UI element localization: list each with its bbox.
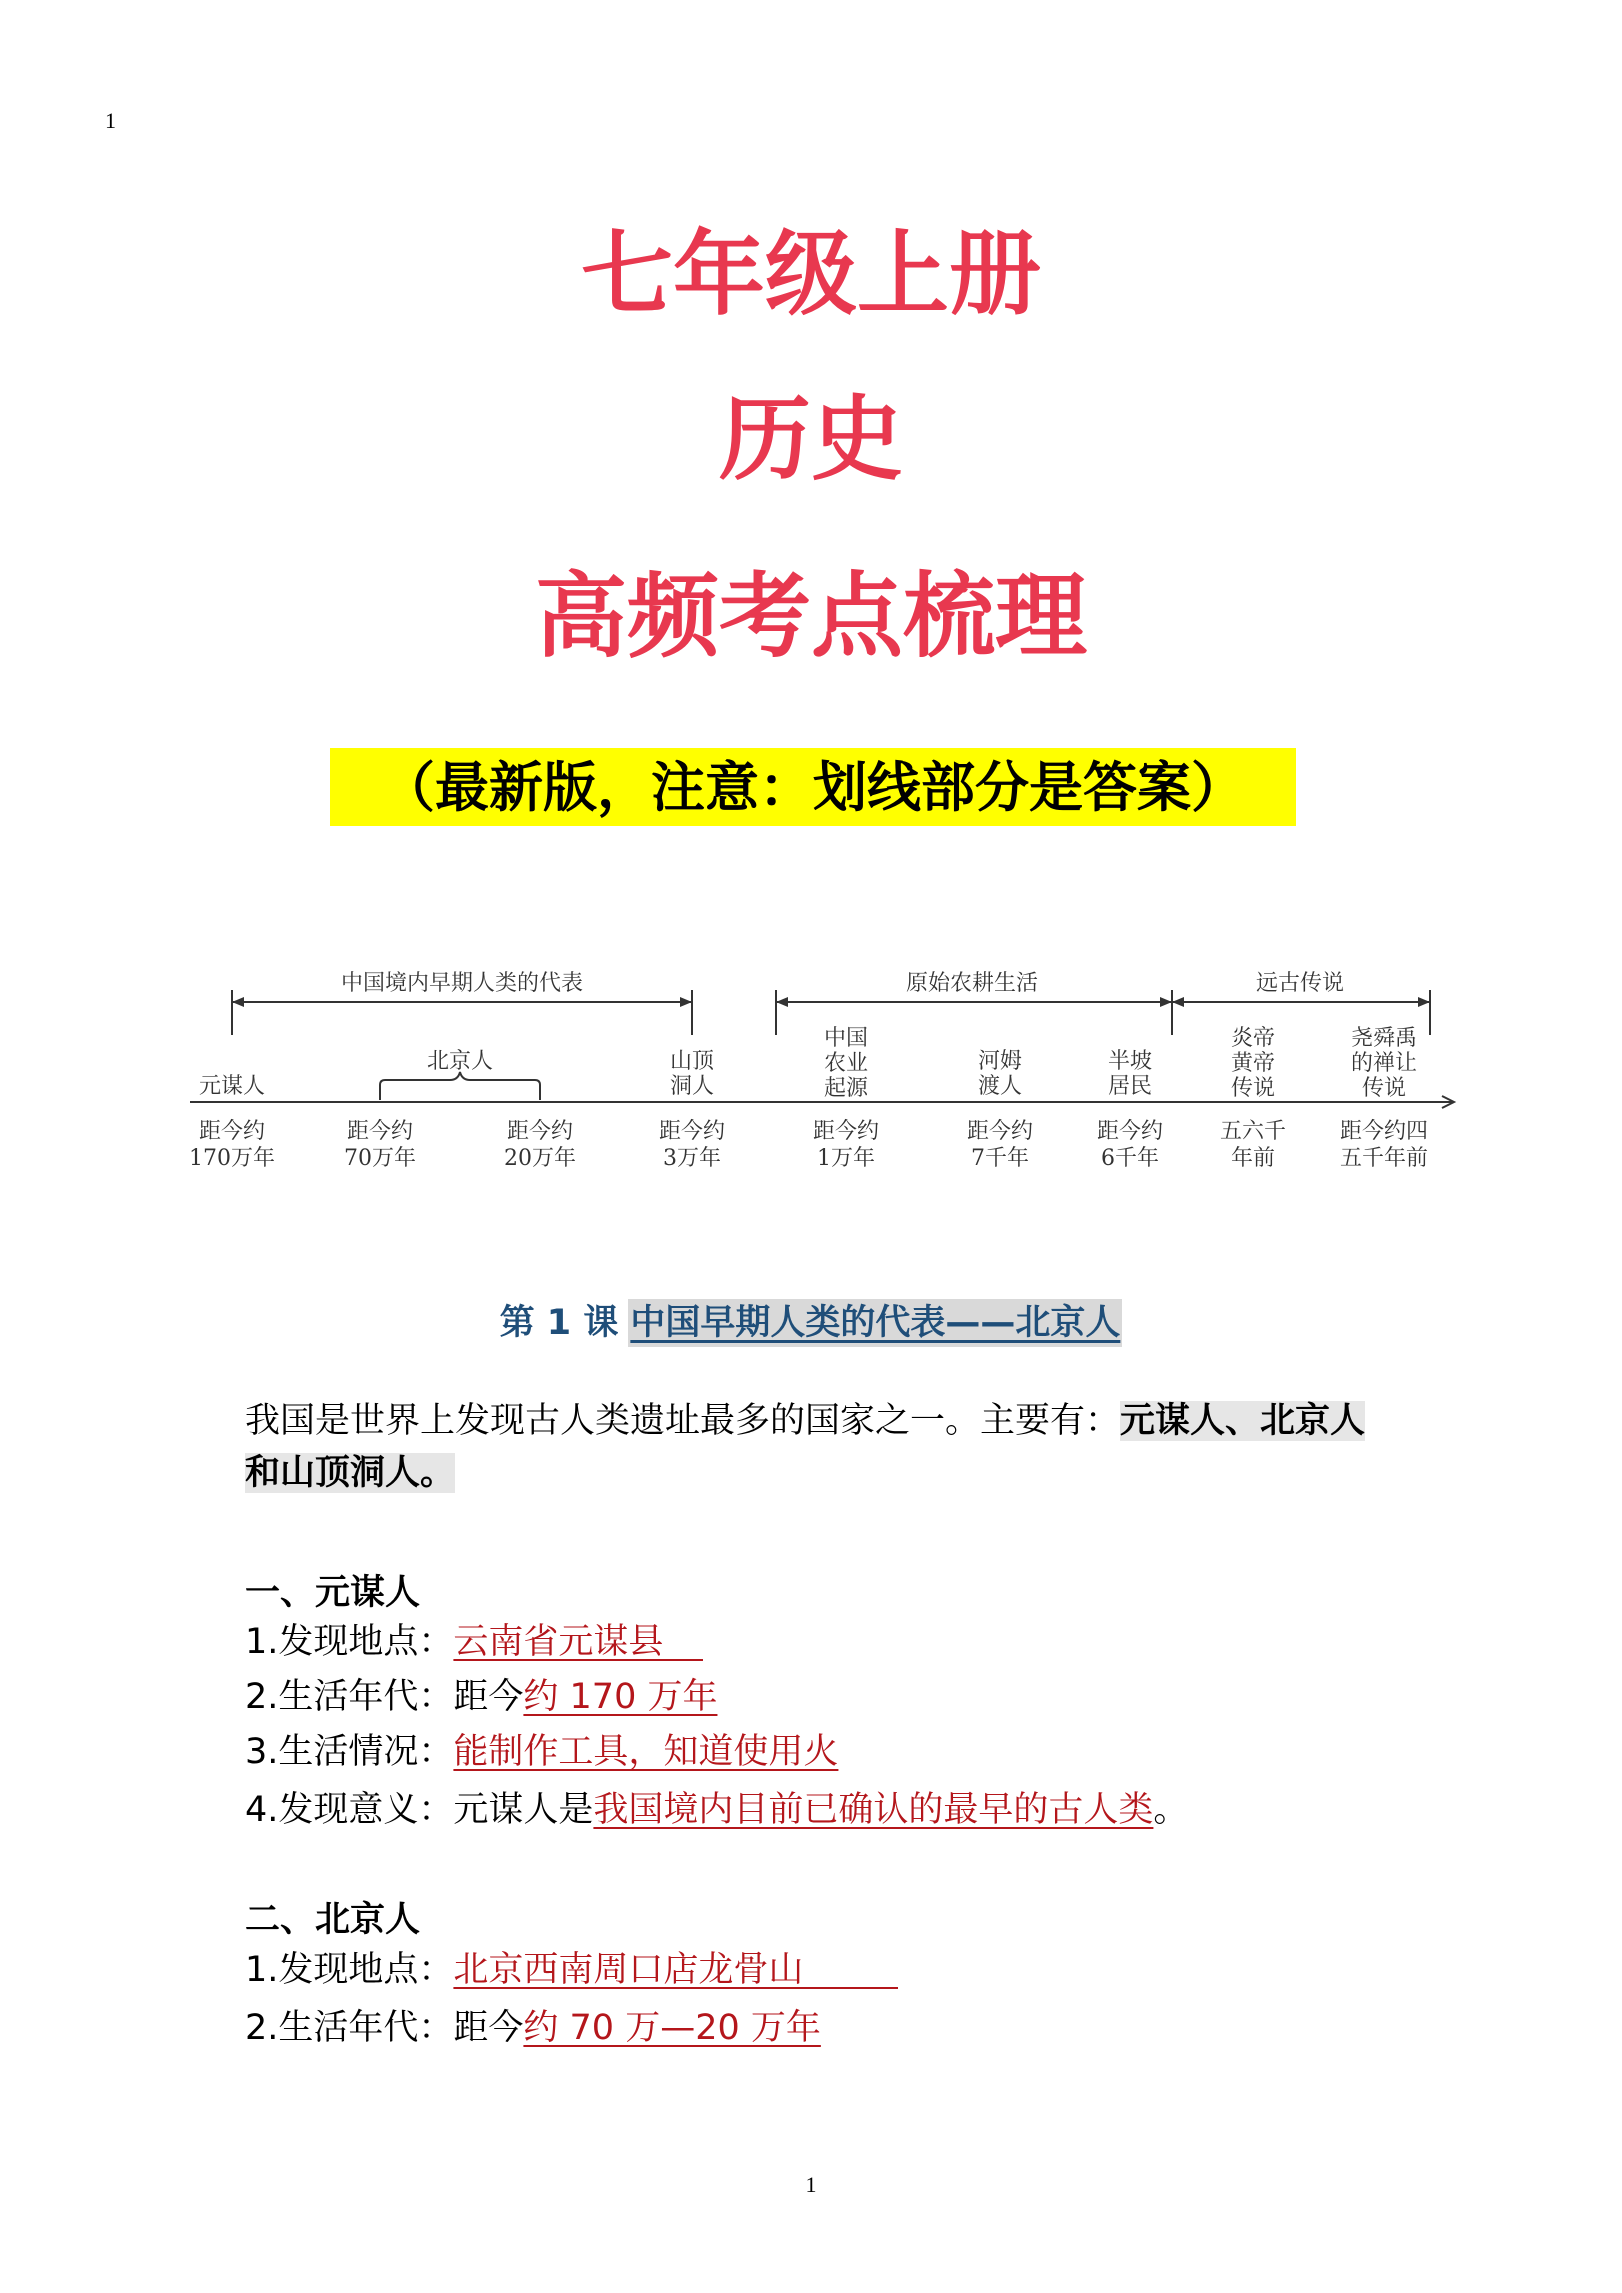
list-item bbox=[245, 1785, 1188, 1835]
timeline-item-name: 炎帝 bbox=[1230, 1026, 1276, 1051]
item-label: 2.生活年代：距今 bbox=[245, 1677, 524, 1717]
timeline-item-time: 年前 bbox=[1230, 1146, 1276, 1171]
timeline-item-time: 五六千 bbox=[1219, 1119, 1287, 1144]
timeline-item-name: 中国 bbox=[823, 1026, 869, 1051]
section-heading-peking: 二、北京人 bbox=[245, 1900, 421, 1940]
answer-text: 约 70 万—20 万年 bbox=[523, 2008, 821, 2048]
timeline-item-time: 3万年 bbox=[663, 1146, 721, 1171]
lesson-heading bbox=[0, 1295, 1622, 1345]
timeline-peking-man-label: 北京人 bbox=[426, 1049, 494, 1074]
timeline-item-name: 的禅让 bbox=[1350, 1051, 1418, 1076]
timeline-item-time: 距今约 bbox=[506, 1119, 574, 1144]
timeline-item-time: 距今约 bbox=[198, 1119, 266, 1144]
list-item bbox=[245, 1727, 838, 1777]
timeline-item-time: 170万年 bbox=[189, 1146, 275, 1171]
item-label: 2.生活年代：距今 bbox=[245, 2008, 524, 2048]
page-number-bottom: 1 bbox=[805, 2172, 817, 2197]
title-line-1: 七年级上册 bbox=[580, 221, 1041, 328]
timeline-item-name: 尧舜禹 bbox=[1350, 1026, 1418, 1051]
timeline-item-name: 居民 bbox=[1107, 1074, 1153, 1099]
timeline-item-time: 距今约 bbox=[966, 1119, 1034, 1144]
list-item bbox=[245, 1672, 717, 1722]
answer-blank bbox=[803, 1986, 898, 1989]
answer-text: 能制作工具，知道使用火 bbox=[453, 1732, 839, 1772]
lesson-title: 中国早期人类的代表——北京人 bbox=[628, 1299, 1122, 1347]
timeline-item-time: 1万年 bbox=[817, 1146, 875, 1171]
intro-text: 我国是世界上发现古人类遗址最多的国家之一。主要有： bbox=[245, 1401, 1121, 1441]
timeline-item-time: 距今约 bbox=[812, 1119, 880, 1144]
timeline-item-time: 20万年 bbox=[504, 1146, 576, 1171]
timeline-group-farming: 原始农耕生活 bbox=[905, 971, 1039, 996]
timeline-group-legends: 远古传说 bbox=[1255, 971, 1345, 996]
timeline-item-name: 农业 bbox=[823, 1051, 869, 1076]
list-item bbox=[245, 1945, 898, 1995]
title-line-3: 高频考点梳理 bbox=[534, 563, 1087, 670]
list-item bbox=[245, 2003, 821, 2053]
answer-text: 约 170 万年 bbox=[523, 1677, 718, 1717]
timeline-item-time: 五千年前 bbox=[1339, 1146, 1429, 1171]
answer-blank bbox=[663, 1658, 703, 1661]
timeline-item-name: 河姆 bbox=[977, 1049, 1023, 1074]
timeline-item-name: 元谋人 bbox=[198, 1074, 266, 1099]
timeline-group-early-humans: 中国境内早期人类的代表 bbox=[340, 971, 584, 996]
item-label: 1.发现地点： bbox=[245, 1950, 454, 1990]
timeline-item-name: 传说 bbox=[1361, 1076, 1407, 1101]
timeline-item-time: 距今约四 bbox=[1339, 1119, 1429, 1144]
lesson-number: 第 1 课 bbox=[499, 1303, 619, 1343]
item-suffix: 。 bbox=[1153, 1790, 1189, 1830]
section-heading-yuanmou: 一、元谋人 bbox=[245, 1573, 421, 1613]
timeline-item-time: 距今约 bbox=[346, 1119, 414, 1144]
answer-text: 北京西南周口店龙骨山 bbox=[453, 1950, 804, 1990]
item-label: 4.发现意义：元谋人是 bbox=[245, 1790, 594, 1830]
timeline-item-name: 洞人 bbox=[669, 1074, 715, 1099]
intro-highlight: 元谋人、北京人和山顶洞人。 bbox=[245, 1401, 1366, 1493]
timeline-item-time: 70万年 bbox=[344, 1146, 416, 1171]
title-line-2: 历史 bbox=[718, 386, 903, 493]
timeline-item-time: 7千年 bbox=[971, 1146, 1029, 1171]
timeline-item-name: 山顶 bbox=[669, 1049, 715, 1074]
answer-note-banner: （最新版，注意：划线部分是答案） bbox=[330, 748, 1296, 826]
timeline-item-time: 距今约 bbox=[658, 1119, 726, 1144]
intro-paragraph bbox=[245, 1395, 1375, 1499]
timeline-item-time: 6千年 bbox=[1101, 1146, 1159, 1171]
item-label: 3.生活情况： bbox=[245, 1732, 454, 1772]
timeline-item-name: 黄帝 bbox=[1230, 1051, 1276, 1076]
answer-text: 我国境内目前已确认的最早的古人类 bbox=[593, 1790, 1154, 1830]
page-number-top: 1 bbox=[105, 108, 116, 133]
list-item bbox=[245, 1617, 703, 1667]
timeline-item-name: 起源 bbox=[823, 1076, 869, 1101]
item-label: 1.发现地点： bbox=[245, 1622, 454, 1662]
timeline-item-name: 渡人 bbox=[977, 1074, 1023, 1099]
timeline-item-name: 半坡 bbox=[1107, 1049, 1153, 1074]
timeline-item-time: 距今约 bbox=[1096, 1119, 1164, 1144]
answer-text: 云南省元谋县 bbox=[453, 1622, 664, 1662]
timeline-item-name: 传说 bbox=[1230, 1076, 1276, 1101]
history-timeline bbox=[180, 960, 1470, 1190]
